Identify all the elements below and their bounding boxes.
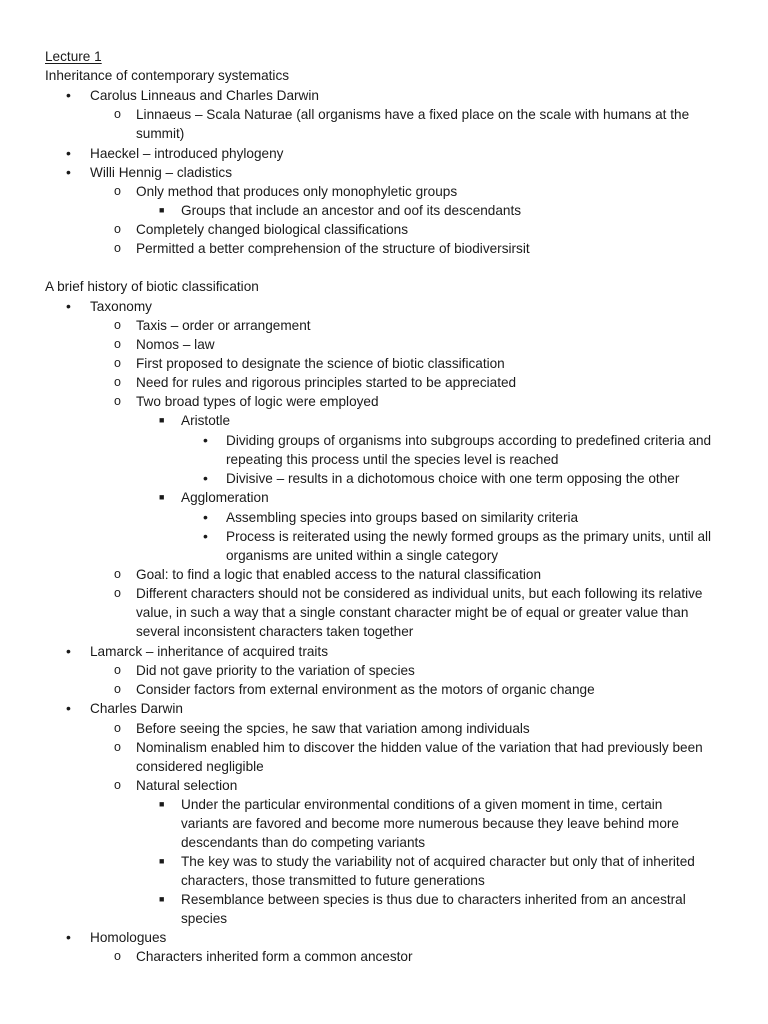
bullet-marker: • xyxy=(203,528,208,544)
circle-marker: o xyxy=(114,222,121,236)
list-item: Permitted a better comprehension of the structure of biodiversirsit xyxy=(136,241,530,256)
list-item: Willi Hennig – cladistics xyxy=(90,165,233,180)
list-item-continuation: value, in such a way that a single constant character might be of equal or greater value than xyxy=(136,605,689,620)
bullet-marker: • xyxy=(66,145,71,161)
square-marker: ■ xyxy=(159,415,165,425)
list-item: Taxis – order or arrangement xyxy=(136,318,311,333)
list-item-continuation: organisms are united within a single category xyxy=(226,548,499,563)
bullet-marker: • xyxy=(66,298,71,314)
list-item: Homologues xyxy=(90,930,167,945)
list-item-continuation: characters, those transmitted to future generations xyxy=(181,873,485,888)
square-marker: ■ xyxy=(159,856,165,866)
list-item-continuation: variants are favored and become more numerous because they leave behind more xyxy=(181,816,679,831)
list-item: Characters inherited form a common ancestor xyxy=(136,949,413,964)
section-heading-inheritance: Inheritance of contemporary systematics xyxy=(45,68,290,83)
list-item: Natural selection xyxy=(136,778,238,793)
circle-marker: o xyxy=(114,682,121,696)
bullet-marker: • xyxy=(66,700,71,716)
bullet-marker: • xyxy=(66,87,71,103)
square-marker: ■ xyxy=(159,894,165,904)
circle-marker: o xyxy=(114,184,121,198)
list-item-continuation: species xyxy=(181,911,228,926)
bullet-marker: • xyxy=(203,509,208,525)
lecture-title: Lecture 1 xyxy=(45,49,102,64)
circle-marker: o xyxy=(114,375,121,389)
list-item: Linnaeus – Scala Naturae (all organisms have a fixed place on the scale with humans at the xyxy=(136,107,690,122)
circle-marker: o xyxy=(114,337,121,351)
list-item: Aristotle xyxy=(181,413,231,428)
circle-marker: o xyxy=(114,778,121,792)
bullet-marker: • xyxy=(66,929,71,945)
list-item: Lamarck – inheritance of acquired traits xyxy=(90,644,329,659)
circle-marker: o xyxy=(114,949,121,963)
list-item: Agglomeration xyxy=(181,490,269,505)
list-item: Dividing groups of organisms into subgroups according to predefined criteria and xyxy=(226,433,712,448)
list-item: Need for rules and rigorous principles started to be appreciated xyxy=(136,375,517,390)
list-item: Goal: to find a logic that enabled access to the natural classification xyxy=(136,567,542,582)
circle-marker: o xyxy=(114,241,121,255)
list-item: Taxonomy xyxy=(90,299,152,314)
list-item: Process is reiterated using the newly formed groups as the primary units, until all xyxy=(226,529,712,544)
circle-marker: o xyxy=(114,721,121,735)
section-heading-history: A brief history of biotic classification xyxy=(45,279,259,294)
square-marker: ■ xyxy=(159,799,165,809)
circle-marker: o xyxy=(114,740,121,754)
list-item: Completely changed biological classifications xyxy=(136,222,409,237)
circle-marker: o xyxy=(114,663,121,677)
list-item: Carolus Linneaus and Charles Darwin xyxy=(90,88,319,103)
circle-marker: o xyxy=(114,394,121,408)
list-item: Nominalism enabled him to discover the hidden value of the variation that had previously been xyxy=(136,740,703,755)
list-item: Only method that produces only monophyletic groups xyxy=(136,184,458,199)
list-item-continuation: several inconsistent characters taken together xyxy=(136,624,414,639)
list-item: Before seeing the spcies, he saw that variation among individuals xyxy=(136,721,530,736)
list-item: Did not gave priority to the variation of species xyxy=(136,663,415,678)
square-marker: ■ xyxy=(159,205,165,215)
circle-marker: o xyxy=(114,586,121,600)
list-item-continuation: summit) xyxy=(136,126,185,141)
circle-marker: o xyxy=(114,318,121,332)
circle-marker: o xyxy=(114,567,121,581)
list-item: Two broad types of logic were employed xyxy=(136,394,379,409)
list-item: First proposed to designate the science of biotic classification xyxy=(136,356,505,371)
list-item-continuation: repeating this process until the species level is reached xyxy=(226,452,559,467)
list-item: The key was to study the variability not of acquired character but only that of inherited xyxy=(181,854,695,869)
bullet-marker: • xyxy=(203,470,208,486)
list-item: Nomos – law xyxy=(136,337,215,352)
bullet-marker: • xyxy=(66,164,71,180)
list-item: Different characters should not be considered as individual units, but each following its relative xyxy=(136,586,703,601)
square-marker: ■ xyxy=(159,492,165,502)
list-item: Under the particular environmental conditions of a given moment in time, certain xyxy=(181,797,663,812)
circle-marker: o xyxy=(114,356,121,370)
circle-marker: o xyxy=(114,107,121,121)
list-item: Haeckel – introduced phylogeny xyxy=(90,146,284,161)
list-item: Resemblance between species is thus due to characters inherited from an ancestral xyxy=(181,892,686,907)
list-item: Assembling species into groups based on similarity criteria xyxy=(226,510,579,525)
bullet-marker: • xyxy=(66,643,71,659)
list-item: Divisive – results in a dichotomous choice with one term opposing the other xyxy=(226,471,680,486)
list-item: Consider factors from external environment as the motors of organic change xyxy=(136,682,595,697)
list-item: Groups that include an ancestor and oof its descendants xyxy=(181,203,522,218)
bullet-marker: • xyxy=(203,432,208,448)
list-item-continuation: descendants than do competing variants xyxy=(181,835,426,850)
list-item-continuation: considered negligible xyxy=(136,759,264,774)
list-item: Charles Darwin xyxy=(90,701,183,716)
